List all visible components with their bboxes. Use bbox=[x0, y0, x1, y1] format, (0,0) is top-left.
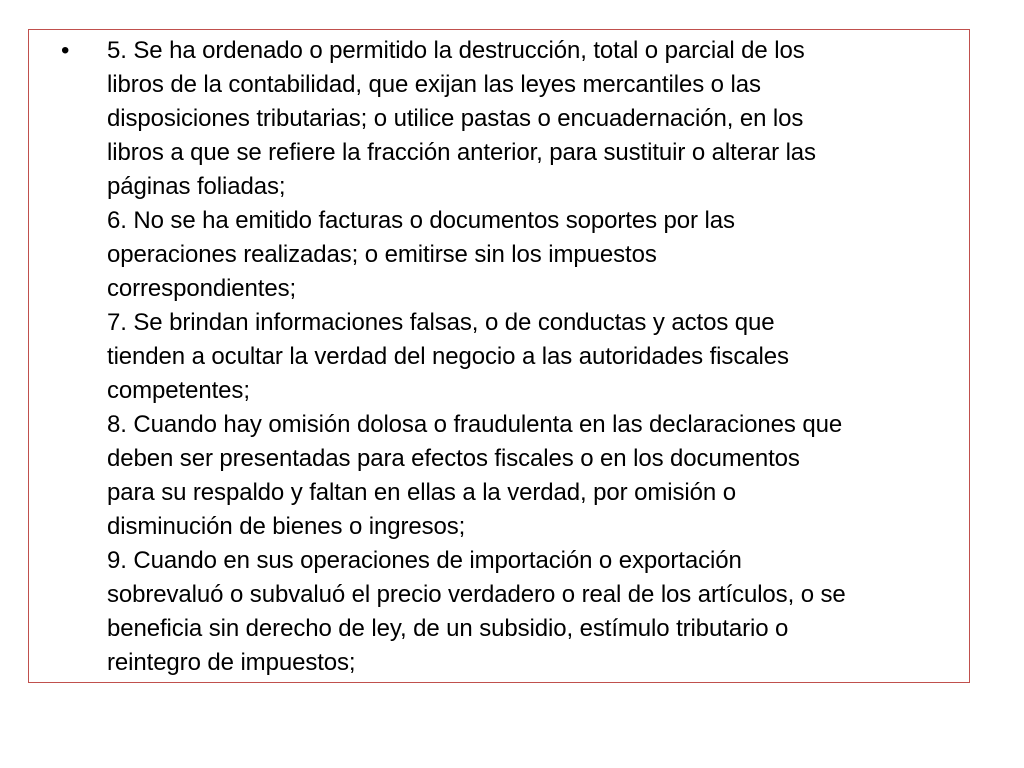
text-line-9: 7. Se brindan informaciones falsas, o de conductas y actos que bbox=[107, 309, 775, 336]
text-line-17: sobrevaluó o subvaluó el precio verdadero o real de los artículos, o se bbox=[107, 581, 846, 608]
text-line-11: competentes; bbox=[107, 377, 250, 404]
text-line-6: 6. No se ha emitido facturas o documentos soportes por las bbox=[107, 207, 735, 234]
text-line-2: libros de la contabilidad, que exijan las leyes mercantiles o las bbox=[107, 71, 761, 98]
text-line-13: deben ser presentadas para efectos fiscales o en los documentos bbox=[107, 445, 800, 472]
text-line-7: operaciones realizadas; o emitirse sin los impuestos bbox=[107, 241, 657, 268]
bullet-list bbox=[61, 34, 846, 680]
text-line-5: páginas foliadas; bbox=[107, 173, 286, 200]
text-line-12: 8. Cuando hay omisión dolosa o fraudulenta en las declaraciones que bbox=[107, 411, 843, 438]
text-line-16: 9. Cuando en sus operaciones de importación o exportación bbox=[107, 547, 742, 574]
text-line-10: tienden a ocultar la verdad del negocio a las autoridades fiscales bbox=[107, 343, 789, 370]
text-line-14: para su respaldo y faltan en ellas a la verdad, por omisión o bbox=[107, 479, 736, 506]
text-line-15: disminución de bienes o ingresos; bbox=[107, 513, 466, 540]
text-line-8: correspondientes; bbox=[107, 275, 297, 302]
bullet-item bbox=[61, 34, 846, 680]
slide-content-frame bbox=[28, 29, 970, 683]
text-line-4: libros a que se refiere la fracción anterior, para sustituir o alterar las bbox=[107, 139, 816, 166]
text-line-19: reintegro de impuestos; bbox=[107, 649, 356, 676]
text-line-18: beneficia sin derecho de ley, de un subsidio, estímulo tributario o bbox=[107, 615, 789, 642]
text-line-1: 5. Se ha ordenado o permitido la destrucción, total o parcial de los bbox=[107, 37, 805, 64]
bullet-icon: • bbox=[61, 37, 70, 64]
text-line-3: disposiciones tributarias; o utilice pastas o encuadernación, en los bbox=[107, 105, 804, 132]
